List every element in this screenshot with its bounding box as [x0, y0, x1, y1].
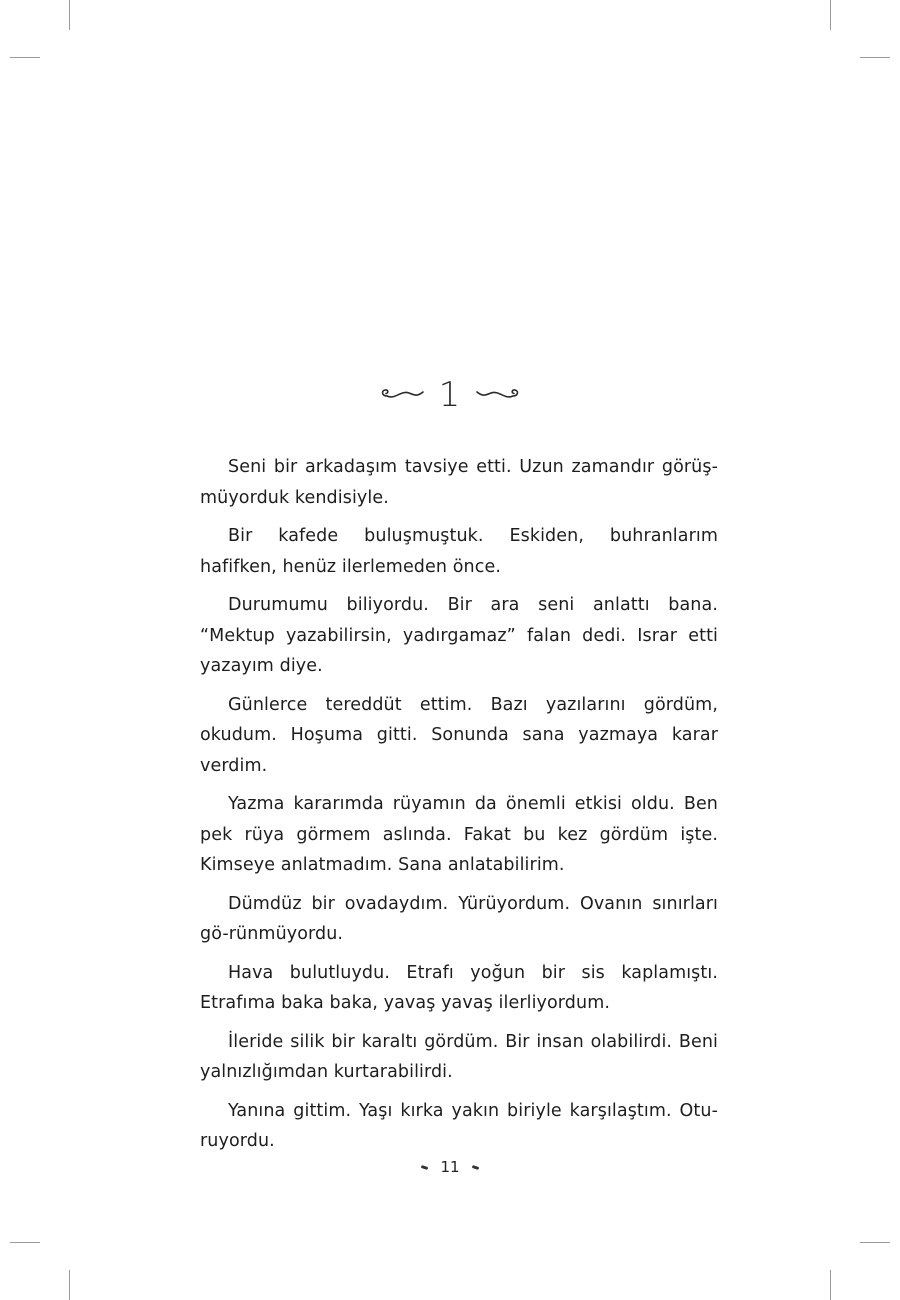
- crop-mark-bottom-left: [69, 1270, 70, 1300]
- crop-mark-left-bottom: [10, 1242, 40, 1243]
- folio-ornament-left-icon: [421, 1164, 429, 1169]
- chapter-number: 1: [438, 375, 462, 415]
- crop-mark-top-left: [69, 0, 70, 30]
- body-text: [200, 452, 718, 1165]
- chapter-heading: [0, 372, 900, 418]
- paragraph: Dümdüz bir ovadaydım. Yürüyordum. Ovanın sınırları gö-rünmüyordu.: [200, 893, 718, 944]
- right-swash-ornament-icon: [475, 384, 521, 406]
- paragraph: Yazma kararımda rüyamın da önemli etkisi oldu. Ben pek rüya görmem aslında. Fakat bu kez gördüm işte. Kimseye anlatmadım. Sana anlatabilirim.: [200, 794, 718, 875]
- paragraph: Seni bir arkadaşım tavsiye etti. Uzun zamandır görüş-müyorduk kendisiyle.: [200, 457, 718, 508]
- paragraph: Bir kafede buluşmuştuk. Eskiden, buhranlarım hafifken, henüz ilerlemeden önce.: [200, 526, 718, 577]
- paragraph: Durumumu biliyordu. Bir ara seni anlattı bana. “Mektup yazabilirsin, yadırgamaz” falan dedi. Israr etti yazayım diye.: [200, 595, 718, 676]
- left-swash-ornament-icon: [379, 384, 425, 406]
- crop-mark-bottom-right: [830, 1270, 831, 1300]
- folio-ornament-right-icon: [471, 1164, 479, 1169]
- crop-mark-left-top: [10, 57, 40, 58]
- paragraph: Günlerce tereddüt ettim. Bazı yazılarını gördüm, okudum. Hoşuma gitti. Sonunda sana yazmaya karar verdim.: [200, 694, 718, 776]
- paragraph: Hava bulutluydu. Etrafı yoğun bir sis kaplamıştı. Etrafıma baka baka, yavaş yavaş ilerliyordum.: [200, 962, 718, 1013]
- crop-mark-top-right: [830, 0, 831, 30]
- paragraph: Yanına gittim. Yaşı kırka yakın biriyle karşılaştım. Otu-ruyordu.: [200, 1100, 718, 1151]
- page-footer: [0, 1158, 900, 1176]
- crop-mark-right-bottom: [860, 1242, 890, 1243]
- page-number: 11: [440, 1158, 460, 1176]
- crop-mark-right-top: [860, 57, 890, 58]
- paragraph: İleride silik bir karaltı gördüm. Bir insan olabilirdi. Beni yalnızlığımdan kurtarabilirdi.: [200, 1031, 718, 1082]
